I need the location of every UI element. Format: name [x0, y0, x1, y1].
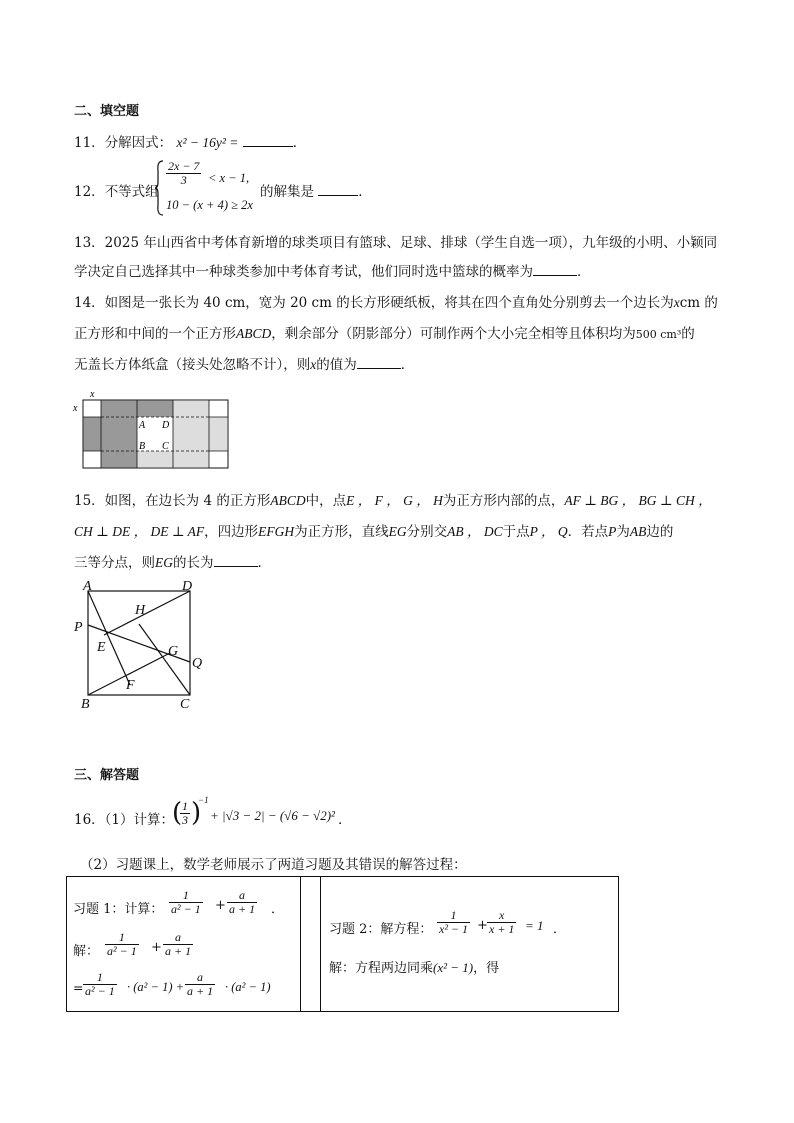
ex1-step-mul1: · (a² − 1) +	[127, 980, 185, 994]
q15-fig-q: Q	[192, 656, 203, 671]
q15-line1	[74, 489, 712, 509]
q13-line2	[74, 260, 591, 280]
q14-line3-text: 无盖长方体纸盒（接头处忽略不计），则	[74, 357, 311, 373]
ex1-end: ．	[271, 902, 285, 917]
ex1-plus: +	[215, 898, 226, 913]
q15-l2c: EFGH	[258, 524, 295, 539]
q12-frac-den: 3	[180, 173, 187, 188]
q15-l1a: 15．如图，在边长为 4 的正方形	[74, 493, 271, 509]
q15-l2d: 为正方形，直线	[294, 524, 389, 540]
exercise-table	[66, 876, 619, 1012]
q14-line1-end: cm 的	[679, 295, 718, 311]
q14-var-abcd: ABCD	[236, 326, 272, 341]
q14-shade-col4	[173, 400, 209, 468]
q12-text: 不等式组	[104, 184, 159, 200]
q15-fig-f: F	[126, 678, 135, 693]
exercise-2-cell	[321, 877, 618, 1011]
ex2-sol-end: ，得	[473, 961, 500, 976]
q14-fig-label-c: C	[162, 441, 169, 452]
q16-part1-fraction	[180, 800, 190, 827]
ex2-solution-row	[329, 957, 499, 976]
ex2-f1-den: x² − 1	[439, 922, 469, 937]
q14-shade-bottom-mid	[137, 451, 173, 468]
q16-frac-den: 3	[182, 813, 188, 828]
section-title-fill-in: 二、填空题	[74, 104, 140, 119]
q15-l1f: AF ⊥ BG ， BG ⊥ CH ，	[564, 493, 712, 508]
ex1-sol-frac1	[105, 931, 139, 958]
q15-l2a: CH ⊥ DE ， DE ⊥ AF	[74, 524, 205, 539]
q15-l2j: ．若点	[567, 524, 609, 540]
q15-line-de	[104, 591, 190, 635]
ex2-sol-expr: (x² − 1)	[433, 960, 474, 975]
q15-fig-p: P	[74, 620, 83, 635]
q15-l3-end: ．	[257, 555, 271, 571]
q15-l2h: 于点	[502, 524, 530, 540]
q14-fig-label-a: A	[139, 420, 146, 431]
q15-fig-a: A	[83, 580, 92, 594]
q15-fig-e: E	[97, 640, 106, 655]
ex1-title: 习题 1：计算：	[73, 902, 164, 917]
q14-shade-right	[209, 417, 228, 451]
q16-part1-end: ．	[338, 812, 352, 828]
q15-line2	[74, 520, 673, 540]
q11-expression: x² − 16y² =	[176, 135, 239, 150]
q15-fig-b: B	[81, 697, 90, 712]
ex1-step-f1-den: a² − 1	[85, 984, 115, 999]
q14-shade-left	[83, 417, 101, 451]
ex1-sol-f2-num: a	[163, 931, 193, 945]
q12-row2: 10 − (x + 4) ≥ 2x	[166, 198, 253, 212]
q16-frac-num: 1	[182, 799, 188, 813]
q13-text: 学决定自己选择其中一种球类参加中考体育考试，他们同时选中篮球的概率为	[74, 264, 533, 280]
ex1-sol: 解：	[73, 944, 100, 959]
ex1-step-row	[73, 969, 301, 1005]
ex2-eq: = 1	[525, 918, 544, 933]
q15-l1b: ABCD	[270, 493, 306, 508]
q11-number: 11．	[74, 135, 105, 151]
ex1-step-f2-num: a	[185, 971, 215, 985]
q14-line3	[74, 353, 414, 373]
exercise-1-cell	[67, 877, 301, 1011]
q16-part2-text: （2）习题课上，数学老师展示了两道习题及其错误的解答过程：	[80, 857, 467, 873]
ex2-plus: +	[477, 918, 488, 933]
q12-frac-num: 2x − 7	[168, 159, 200, 173]
q15-answer-blank[interactable]	[214, 554, 258, 567]
q15-l1c: 中，点	[305, 493, 347, 509]
ex1-title-row	[73, 887, 301, 923]
ex1-step-frac1	[83, 971, 117, 998]
q15-l2f: 分别交	[406, 524, 448, 540]
ex1-eq: =	[73, 980, 84, 995]
q14-shade-top-mid	[137, 400, 173, 417]
q15-fig-g: G	[168, 644, 179, 659]
ex1-f1-den: a² − 1	[171, 902, 201, 917]
ex1-sol-f2-den: a + 1	[165, 944, 192, 959]
q15-l1d: E ， F ， G ， H	[346, 493, 443, 508]
q14-fig-label-b: B	[139, 441, 146, 452]
ex1-f2-num: a	[227, 889, 257, 903]
q15-l2l: 为	[616, 524, 630, 540]
ex1-solution-row	[73, 929, 301, 965]
q15-l2n: 边的	[646, 524, 674, 540]
q15-fig-h: H	[135, 603, 146, 618]
q16-part1-rest: + |√3 − 2| − (√6 − √2)²	[210, 808, 335, 823]
ex1-frac1	[169, 889, 203, 916]
q15-l2g: AB ， DC	[447, 524, 503, 539]
q13-end: ．	[577, 264, 591, 280]
ex1-sol-f1-num: 1	[105, 931, 139, 945]
q14-volume: 500 cm³	[635, 328, 682, 341]
ex2-end: ．	[553, 922, 567, 937]
q12-answer-blank[interactable]	[318, 183, 358, 196]
q12-number: 12．	[74, 184, 105, 200]
exercise-divider-cell	[300, 877, 321, 1011]
ex1-sol-f1-den: a² − 1	[107, 944, 137, 959]
ex2-frac1	[437, 909, 470, 936]
q15-l2k: P	[608, 524, 617, 539]
q16-exponent: −1	[198, 795, 209, 805]
q15-l3a: 三等分点，则	[74, 555, 155, 571]
ex1-frac2	[227, 889, 257, 916]
q15-line3	[74, 551, 271, 571]
q15-l2b: ，四边形	[204, 524, 259, 540]
q13-line1: 13．2025 年山西省中考体育新增的球类项目有篮球、足球、排球（学生自选一项），九年级的小明、小颖同	[74, 235, 718, 251]
section-title-answer: 三、解答题	[74, 768, 140, 783]
ex1-step-frac2	[185, 971, 215, 998]
question-12	[74, 158, 494, 218]
q15-l2e: EG	[388, 524, 407, 539]
q14-line2-text: 正方形和中间的一个正方形	[74, 326, 236, 342]
ex2-sol: 解：方程两边同乘	[329, 961, 434, 976]
q12-row1-rest: < x − 1,	[208, 171, 250, 185]
q15-l3b: EG	[155, 555, 173, 570]
q14-fig-label-d: D	[162, 420, 170, 431]
q12-after: 的解集是	[260, 184, 314, 200]
q14-answer-blank[interactable]	[357, 356, 401, 369]
q14-line3-end: ．	[400, 357, 415, 373]
ex1-f2-den: a + 1	[229, 902, 256, 917]
q11-text: 分解因式：	[104, 135, 173, 151]
q14-fig-x-top: x	[90, 389, 95, 400]
q15-fig-c: C	[180, 697, 190, 712]
q14-line1-text: 14．如图是一张长为 40 cm，宽为 20 cm 的长方形硬纸板，将其在四个直角处分别剪去一个边长为	[74, 295, 674, 311]
q12-brace	[154, 160, 164, 216]
ex2-frac2	[487, 909, 516, 936]
q12-end: ．	[358, 184, 372, 200]
q14-fig-x-left: x	[73, 403, 78, 414]
q15-square-figure	[72, 580, 212, 712]
ex2-f2-den: x + 1	[489, 922, 515, 937]
q14-line2-end: 的	[681, 326, 695, 342]
ex1-step-mul2: · (a² − 1)	[225, 980, 271, 994]
q14-line3-mid: 的值为	[316, 357, 357, 373]
ex2-title: 习题 2：解方程：	[329, 922, 433, 937]
q14-line2	[74, 322, 695, 342]
q16-part1-prefix: 16．（1）计算：	[74, 812, 175, 828]
q14-line2-mid: ，剩余部分（阴影部分）可制作两个大小完全相等且体积均为	[271, 326, 636, 342]
ex1-step-f2-den: a + 1	[187, 984, 214, 999]
q15-fig-d: D	[182, 580, 193, 594]
ex1-sol-frac2	[163, 931, 193, 958]
q12-fraction	[166, 160, 201, 187]
q15-l3c: 的长为	[173, 555, 214, 571]
q15-l2i: P ， Q	[529, 524, 568, 539]
ex2-title-row	[329, 907, 619, 943]
q14-var-x2: x	[310, 357, 317, 372]
q11-end: ．	[292, 135, 307, 151]
q15-l1e: 为正方形内部的点，	[442, 493, 565, 509]
q15-l2m: AB	[629, 524, 647, 539]
q14-shade-col2	[101, 400, 137, 468]
q14-line1	[74, 291, 718, 311]
q14-var-x: x	[673, 295, 680, 310]
q14-cardboard-figure	[70, 386, 232, 476]
ex2-f1-num: 1	[437, 909, 470, 923]
q11-answer-blank[interactable]	[243, 134, 293, 147]
ex1-f1-num: 1	[169, 889, 203, 903]
question-11	[74, 131, 306, 151]
ex2-f2-num: x	[487, 909, 516, 923]
q13-answer-blank[interactable]	[533, 263, 577, 276]
ex1-sol-plus: +	[151, 940, 162, 955]
ex1-step-f1-num: 1	[83, 971, 117, 985]
